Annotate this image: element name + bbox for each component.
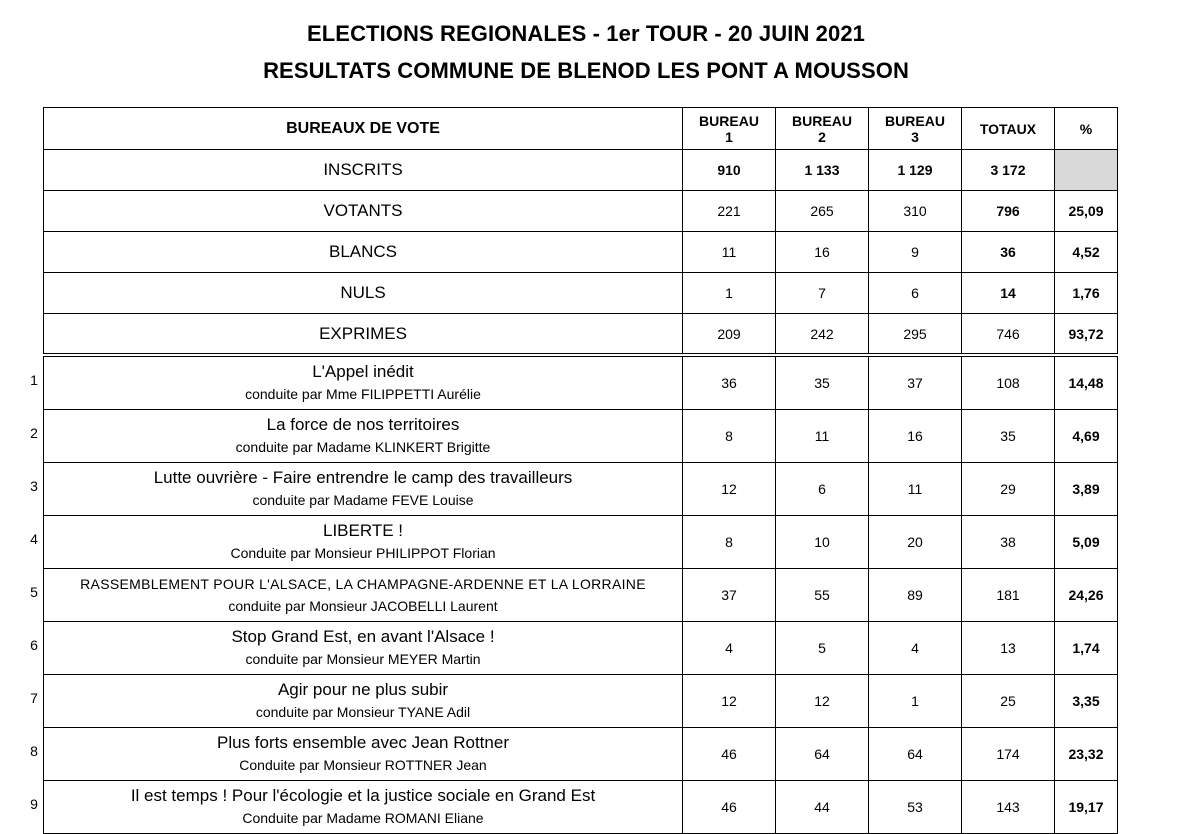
cell-percent: 3,89 [1055, 463, 1118, 516]
cell-bureau-2: 6 [776, 463, 869, 516]
cell-bureau-2: 11 [776, 410, 869, 463]
table-row-list-2 [44, 410, 1118, 463]
cell-bureau-2: 35 [776, 355, 869, 410]
header-bureau-1 [683, 108, 776, 150]
cell-bureau-1: 8 [683, 516, 776, 569]
cell-bureau-1: 12 [683, 675, 776, 728]
table-row-list-4 [44, 516, 1118, 569]
list-name: Lutte ouvrière - Faire entrendre le camp des travailleurs [153, 468, 573, 487]
list-number: 4 [30, 531, 38, 547]
row-label: EXPRIMES [44, 314, 683, 356]
table-row-list-8 [44, 728, 1118, 781]
cell-total: 36 [962, 232, 1055, 273]
list-name: L'Appel inédit [312, 362, 414, 381]
cell-total: 14 [962, 273, 1055, 314]
cell-bureau-3: 37 [869, 355, 962, 410]
header-totaux: TOTAUX [962, 108, 1055, 150]
table-header-row [44, 108, 1118, 150]
header-bureau-1-number: 1 [725, 128, 733, 145]
header-bureau-1-word: BUREAU [699, 112, 759, 129]
list-label [44, 355, 683, 410]
row-label: INSCRITS [44, 150, 683, 191]
cell-percent: 4,52 [1055, 232, 1118, 273]
cell-bureau-3: 16 [869, 410, 962, 463]
cell-percent: 4,69 [1055, 410, 1118, 463]
header-bureau-3 [869, 108, 962, 150]
cell-bureau-1: 221 [683, 191, 776, 232]
header-bureau-2-word: BUREAU [792, 112, 852, 129]
list-label [44, 569, 683, 622]
list-name: La force de nos territoires [266, 415, 460, 434]
cell-total: 3 172 [962, 150, 1055, 191]
row-label: VOTANTS [44, 191, 683, 232]
cell-bureau-2: 1 133 [776, 150, 869, 191]
row-label: BLANCS [44, 232, 683, 273]
cell-total: 38 [962, 516, 1055, 569]
cell-percent: 3,35 [1055, 675, 1118, 728]
cell-percent: 24,26 [1055, 569, 1118, 622]
header-percent: % [1055, 108, 1118, 150]
cell-bureau-3: 89 [869, 569, 962, 622]
cell-bureau-1: 910 [683, 150, 776, 191]
list-head: conduite par Monsieur JACOBELLI Laurent [228, 598, 498, 614]
cell-bureau-2: 55 [776, 569, 869, 622]
cell-bureau-1: 4 [683, 622, 776, 675]
cell-bureau-1: 11 [683, 232, 776, 273]
cell-bureau-3: 9 [869, 232, 962, 273]
header-bureau-3-word: BUREAU [885, 112, 945, 129]
list-label [44, 463, 683, 516]
cell-bureau-2: 16 [776, 232, 869, 273]
cell-bureau-3: 64 [869, 728, 962, 781]
cell-bureau-2: 44 [776, 781, 869, 834]
list-number: 5 [30, 584, 38, 600]
cell-bureau-3: 53 [869, 781, 962, 834]
cell-total: 13 [962, 622, 1055, 675]
table-row-list-7 [44, 675, 1118, 728]
list-label [44, 675, 683, 728]
table-row-list-1 [44, 355, 1118, 410]
list-head: conduite par Monsieur TYANE Adil [255, 704, 471, 720]
list-label [44, 622, 683, 675]
page-title: ELECTIONS REGIONALES - 1er TOUR - 20 JUIN 2021 [306, 21, 865, 46]
cell-percent: 23,32 [1055, 728, 1118, 781]
table-row-list-6 [44, 622, 1118, 675]
row-label: NULS [44, 273, 683, 314]
list-number: 1 [30, 372, 38, 388]
list-number: 9 [30, 796, 38, 812]
table-row-list-9 [44, 781, 1118, 834]
cell-total: 746 [962, 314, 1055, 356]
cell-bureau-1: 46 [683, 728, 776, 781]
cell-total: 174 [962, 728, 1055, 781]
cell-bureau-1: 37 [683, 569, 776, 622]
table-row-nuls [44, 273, 1118, 314]
cell-bureau-1: 12 [683, 463, 776, 516]
page-subtitle: RESULTATS COMMUNE DE BLENOD LES PONT A MOUSSON [263, 58, 909, 83]
list-head: conduite par Madame FEVE Louise [252, 492, 474, 508]
list-number: 8 [30, 743, 38, 759]
cell-bureau-2: 5 [776, 622, 869, 675]
cell-bureau-3: 6 [869, 273, 962, 314]
table-row-inscrits [44, 150, 1118, 191]
list-name: LIBERTE ! [323, 521, 403, 540]
cell-bureau-2: 10 [776, 516, 869, 569]
cell-bureau-1: 36 [683, 355, 776, 410]
cell-percent [1055, 150, 1118, 191]
header-bureaux-de-vote: BUREAUX DE VOTE [44, 108, 683, 150]
cell-bureau-2: 265 [776, 191, 869, 232]
cell-total: 108 [962, 355, 1055, 410]
cell-bureau-2: 7 [776, 273, 869, 314]
list-head: Conduite par Monsieur PHILIPPOT Florian [230, 545, 496, 561]
list-head: conduite par Mme FILIPPETTI Aurélie [245, 386, 481, 402]
table-row-list-5 [44, 569, 1118, 622]
cell-total: 143 [962, 781, 1055, 834]
list-number: 7 [30, 690, 38, 706]
header-bureau-2-number: 2 [818, 128, 826, 145]
cell-percent: 1,76 [1055, 273, 1118, 314]
table-row-blancs [44, 232, 1118, 273]
cell-bureau-1: 46 [683, 781, 776, 834]
header-bureau-3-number: 3 [911, 128, 919, 145]
results-table [43, 107, 1118, 834]
cell-bureau-3: 11 [869, 463, 962, 516]
cell-bureau-3: 4 [869, 622, 962, 675]
list-label [44, 516, 683, 569]
cell-bureau-3: 310 [869, 191, 962, 232]
cell-bureau-3: 20 [869, 516, 962, 569]
cell-total: 29 [962, 463, 1055, 516]
cell-bureau-2: 64 [776, 728, 869, 781]
table-row-exprimes [44, 314, 1118, 356]
cell-total: 181 [962, 569, 1055, 622]
cell-bureau-1: 8 [683, 410, 776, 463]
cell-bureau-3: 1 129 [869, 150, 962, 191]
list-name: RASSEMBLEMENT POUR L'ALSACE, LA CHAMPAGNE-ARDENNE ET LA LORRAINE [80, 576, 646, 592]
list-label [44, 781, 683, 834]
cell-percent: 25,09 [1055, 191, 1118, 232]
list-label [44, 728, 683, 781]
table-row-list-3 [44, 463, 1118, 516]
list-head: conduite par Madame KLINKERT Brigitte [235, 439, 491, 455]
list-name: Stop Grand Est, en avant l'Alsace ! [231, 627, 495, 646]
list-name: Il est temps ! Pour l'écologie et la justice sociale en Grand Est [130, 786, 596, 805]
cell-bureau-1: 209 [683, 314, 776, 356]
cell-bureau-2: 12 [776, 675, 869, 728]
cell-percent: 1,74 [1055, 622, 1118, 675]
list-number: 3 [30, 478, 38, 494]
cell-bureau-3: 1 [869, 675, 962, 728]
cell-total: 35 [962, 410, 1055, 463]
list-head: conduite par Monsieur MEYER Martin [245, 651, 481, 667]
table-row-votants [44, 191, 1118, 232]
cell-total: 25 [962, 675, 1055, 728]
cell-percent: 19,17 [1055, 781, 1118, 834]
cell-percent: 93,72 [1055, 314, 1118, 356]
cell-bureau-2: 242 [776, 314, 869, 356]
cell-bureau-3: 295 [869, 314, 962, 356]
list-label [44, 410, 683, 463]
cell-percent: 14,48 [1055, 355, 1118, 410]
list-name: Agir pour ne plus subir [277, 680, 449, 699]
header-bureau-2 [776, 108, 869, 150]
cell-bureau-1: 1 [683, 273, 776, 314]
list-name: Plus forts ensemble avec Jean Rottner [217, 733, 509, 752]
cell-total: 796 [962, 191, 1055, 232]
list-head: Conduite par Madame ROMANI Eliane [242, 810, 484, 826]
list-number: 2 [30, 425, 38, 441]
list-head: Conduite par Monsieur ROTTNER Jean [239, 757, 487, 773]
list-number: 6 [30, 637, 38, 653]
cell-percent: 5,09 [1055, 516, 1118, 569]
